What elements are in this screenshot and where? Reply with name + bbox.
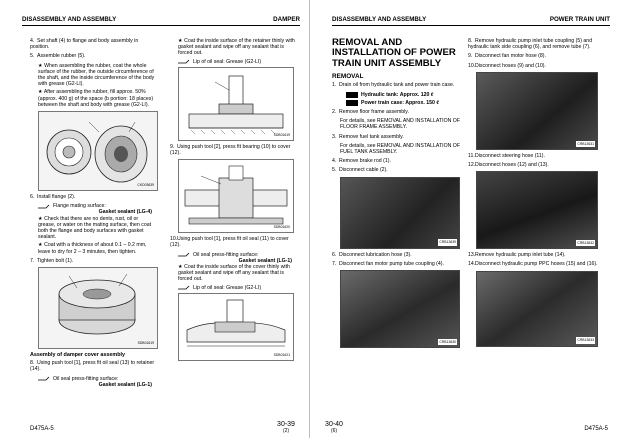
step-5-bullet-2: ★ After assembling the rubber, fill approx. 50% (approx. 400 g) of the space (b portion: 18 places) between the shaft and body with grease (G2-LI).	[38, 89, 154, 108]
cover-seal-drawing	[179, 294, 293, 360]
step-10-seal-value: Gasket sealant (LG-1)	[238, 257, 292, 264]
cover-seal-figure	[178, 293, 294, 361]
removal-step-4: 4. Remove brake rod (1).	[332, 158, 391, 165]
step-8: 8. Using push tool [1], press fit oil seal (13) to retainer (14).	[30, 360, 155, 373]
step-6: 6. Install flange (2).	[30, 194, 76, 201]
step-10-bullet: ★ Coat the inside surface of the cover thinly with gasket sealant and wipe off any sealant that is forced out.	[178, 264, 290, 283]
right-header-topic: POWER TRAIN UNIT	[549, 16, 610, 23]
photo-code: CRB13633	[577, 338, 594, 343]
step-5-bullet-1: ★ When assembling the rubber, coat the whole surface of the rubber, the outside circumference of the shaft, and the inside circumference of the body with grease (G2-LI).	[38, 62, 155, 88]
step-5: 5. Assemble rubber (5).	[30, 53, 86, 60]
photo-code: CRB13632	[577, 241, 594, 246]
figure-code: SDB01619	[137, 340, 154, 345]
lip-grease-top: Lip of oil seal: Grease (G2-LI)	[170, 59, 296, 65]
right-column-1	[332, 38, 460, 351]
left-column-1	[30, 38, 156, 388]
removal-step-2: 2. Remove floor frame assembly.	[332, 109, 409, 116]
photo-code: CRB13630	[439, 339, 456, 344]
right-column-2	[468, 38, 600, 350]
figure-code: CKD03639	[137, 182, 154, 187]
step-10-lip: Lip of oil seal: Grease (G2-LI)	[170, 285, 296, 291]
left-page-number: 30-39	[277, 421, 295, 428]
right-page-revision: (6)	[330, 428, 338, 434]
right-footer-model: D475A-5	[584, 426, 608, 432]
figure-code: SDB01620	[273, 225, 290, 230]
step-4: 4. Set shaft (4) to flange and body assembly in position.	[30, 38, 139, 51]
step-6-seal-value: Gasket sealant (LG-4)	[98, 209, 152, 216]
left-footer-model: D475A-5	[30, 426, 54, 432]
removal-step-14: 14.Disconnect hydraulic pump PPC hoses (15) and (16).	[468, 261, 598, 268]
removal-step-10: 10.Disconnect hoses (9) and (10).	[468, 62, 546, 69]
damper-cover-subhead: Assembly of damper cover assembly	[30, 352, 125, 359]
removal-step-2-detail: For details, see REMOVAL AND INSTALLATION OF FLOOR FRAME ASSEMBLY.	[340, 118, 461, 131]
removal-step-7: 7. Disconnect fan motor pump tube coupling (4).	[332, 260, 444, 267]
right-header-section: DISASSEMBLY AND ASSEMBLY	[332, 16, 427, 23]
step-6-bullet-1: ★ Check that there are no dents, rust, oil or grease, or water on the mating surface, then coat both the flange and body surfaces with gasket sealant.	[38, 215, 152, 241]
damper-rubber-figure	[38, 111, 158, 191]
step-8-seal-value: Gasket sealant (LG-1)	[98, 381, 152, 388]
fan-motor-coupling-photo	[340, 270, 460, 348]
photo-code: CRB13631	[577, 141, 594, 146]
damper-rubber-drawing	[39, 112, 157, 190]
hydraulic-hoses-photo	[476, 72, 598, 150]
step-8-seal: Oil seal press-fitting surface:	[30, 376, 156, 382]
power-train-case-volume: Power train case: Approx. 150 ℓ	[346, 100, 460, 106]
removal-step-6: 6. Disconnect lubrication hose (3).	[332, 251, 412, 258]
left-header-section: DISASSEMBLY AND ASSEMBLY	[22, 16, 117, 23]
ppc-hoses-photo	[476, 271, 598, 347]
step-6-seal: Flange mating surface:	[30, 203, 156, 209]
removal-step-11: 11.Disconnect steering hose (11).	[468, 152, 545, 159]
right-footer-page	[316, 421, 352, 434]
retainer-coat-bullet: ★ Coat the inside surface of the retainer thinly with gasket sealant and wipe off any sealant that is forced out.	[178, 38, 295, 57]
oil-can-icon	[346, 92, 358, 98]
left-header-topic: DAMPER	[273, 16, 300, 23]
retainer-press-drawing	[179, 68, 293, 140]
step-10-seal: Oil seal press-fitting surface:	[170, 252, 296, 258]
figure-code: SDB01619	[273, 132, 290, 137]
sealant-icon	[38, 204, 50, 209]
figure-code: SDB01621	[273, 352, 290, 357]
right-page-number: 30-40	[325, 421, 343, 428]
hydraulic-tank-volume: Hydraulic tank: Approx. 120 ℓ	[346, 92, 460, 98]
removal-step-1: 1. Drain oil from hydraulic tank and power train case.	[332, 82, 455, 89]
bolt-drawing	[39, 268, 157, 348]
step-6-bullet-2: ★ Coat with a thickness of about 0.1 – 0.2 mm, leave to dry for 2 – 3 minutes, then tighten.	[38, 242, 147, 255]
sealant-icon	[38, 376, 50, 381]
grease-icon	[178, 59, 190, 64]
photo-code: CRB13639	[439, 240, 456, 245]
steering-hose-photo	[476, 171, 598, 249]
right-header-rule	[332, 25, 610, 26]
removal-step-5: 5. Disconnect cable (2).	[332, 167, 388, 174]
bearing-press-figure	[178, 159, 294, 233]
step-10: 10.Using push tool [1], press fit oil seal (11) to cover (12).	[170, 236, 289, 249]
left-page-revision: (2)	[282, 428, 290, 434]
right-page	[310, 0, 620, 438]
removal-step-3: 3. Remove fuel tank assembly.	[332, 133, 404, 140]
brake-rod-photo	[340, 177, 460, 249]
left-header-rule	[22, 25, 300, 26]
removal-step-9: 9. Disconnect fan motor hose (8).	[468, 53, 546, 60]
grease-icon	[178, 285, 190, 290]
step-9: 9. Using push tool [2], press fit bearing (10) to cover (12).	[170, 143, 291, 157]
oil-can-icon	[346, 100, 358, 106]
removal-step-12: 12.Disconnect hoses (12) and (13).	[468, 162, 549, 169]
removal-heading: REMOVAL	[332, 73, 364, 81]
left-footer-page	[268, 421, 304, 434]
step-7: 7. Tighten bolt (1).	[30, 257, 74, 264]
section-title: REMOVAL AND INSTALLATION OF POWER TRAIN UNIT ASSEMBLY	[332, 37, 456, 69]
removal-step-3-detail: For details, see REMOVAL AND INSTALLATION OF FUEL TANK ASSEMBLY.	[340, 142, 461, 156]
sealant-icon	[178, 252, 190, 257]
left-column-2	[170, 38, 296, 364]
retainer-press-figure	[178, 67, 294, 141]
removal-step-13: 13.Remove hydraulic pump inlet tube (14).	[468, 252, 566, 259]
removal-step-8: 8. Remove hydraulic pump inlet tube coupling (5) and hydraulic tank side coupling (6), and remove tube (7).	[468, 38, 593, 51]
bearing-press-drawing	[179, 160, 293, 232]
bolt-figure	[38, 267, 158, 349]
